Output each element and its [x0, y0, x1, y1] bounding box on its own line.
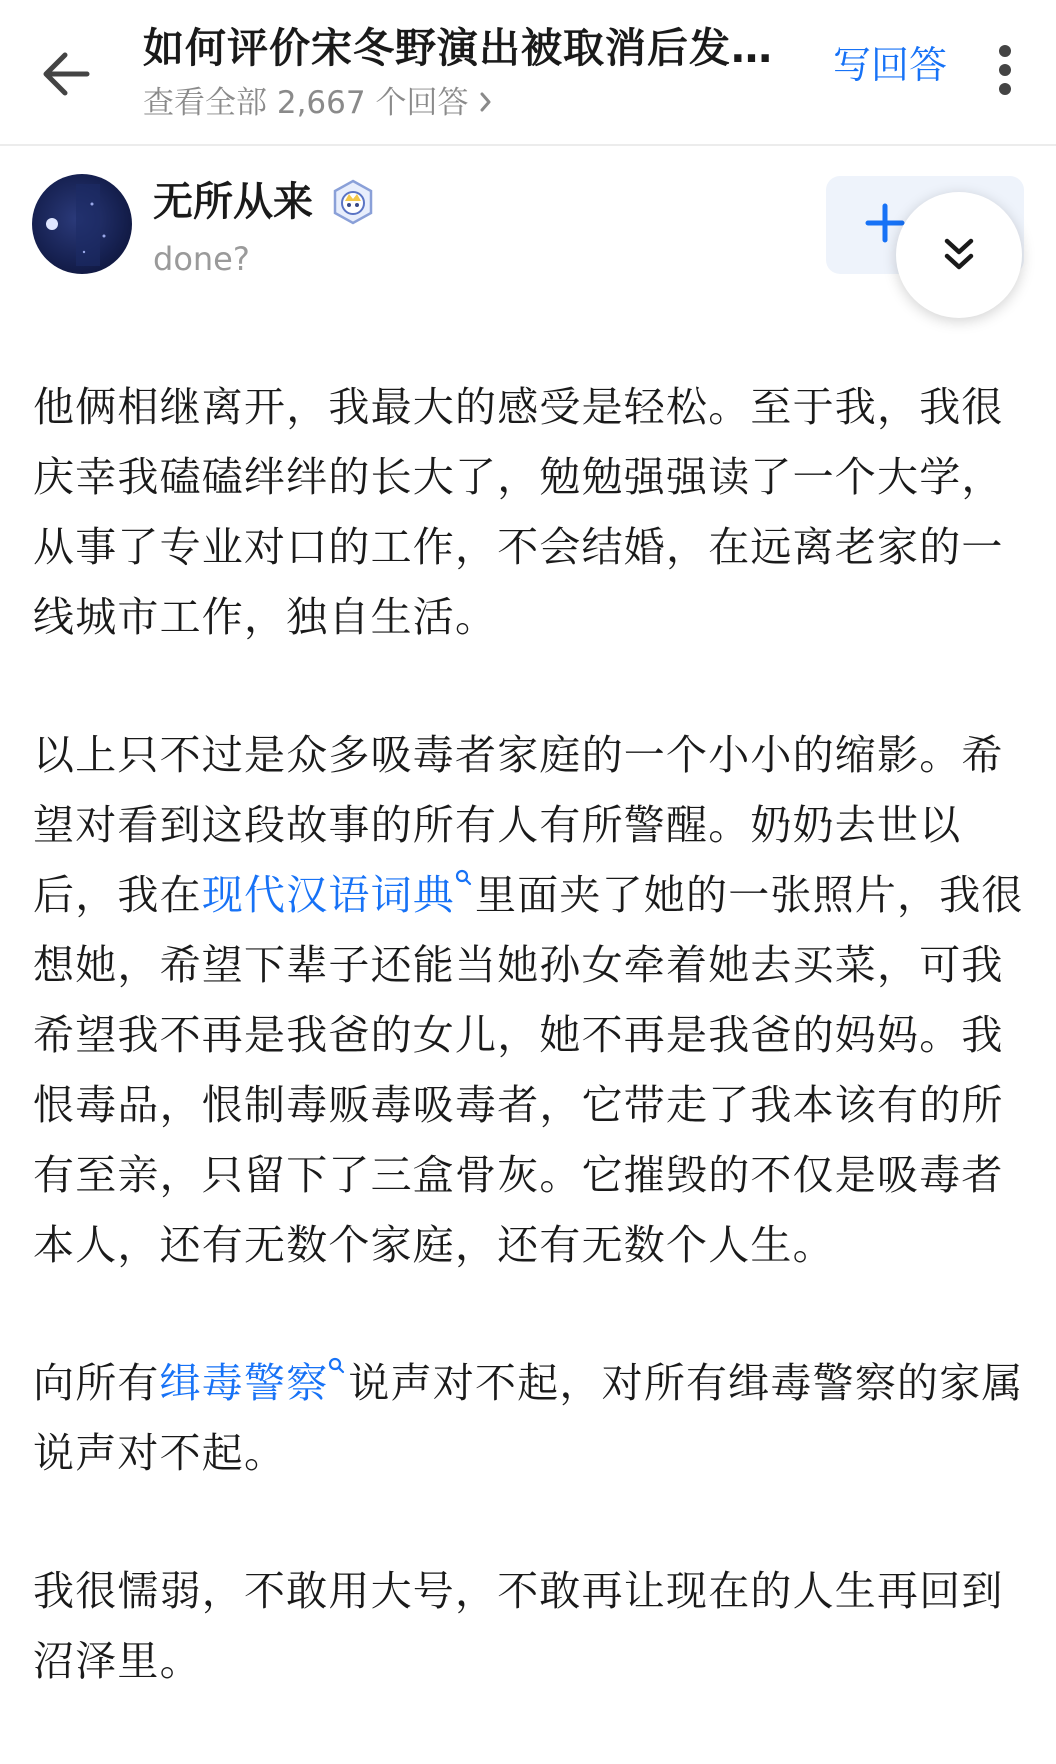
paragraph: 我很懦弱，不敢用大号，不敢再让现在的人生再回到沼泽里。 — [33, 1567, 1004, 1685]
keyword-link-police[interactable] — [160, 1359, 349, 1407]
search-icon — [455, 868, 473, 890]
avatar[interactable] — [32, 174, 132, 274]
author-name[interactable]: 无所从来 — [153, 179, 313, 225]
author-info — [0, 146, 1056, 306]
chevron-right-icon — [480, 84, 492, 122]
back-button[interactable] — [28, 36, 104, 112]
paragraph — [33, 720, 1025, 1280]
more-vertical-icon — [997, 44, 1013, 96]
paragraph-text: 说声对不起，对所有缉毒警察的家属说声对不起。 — [33, 1359, 1024, 1477]
question-title[interactable]: 如何评价宋冬野演出被取消后发… — [143, 24, 773, 72]
creator-badge-icon — [331, 179, 375, 225]
paragraph: 他俩相继离开，我最大的感受是轻松。至于我，我很庆幸我磕磕绊绊的长大了，勉勉强强读了一个大学，从事了专业对口的工作，不会结婚，在远离老家的一线城市工作，独自生活。 — [33, 383, 1004, 641]
collapse-button[interactable] — [896, 192, 1022, 318]
view-all-answers-link[interactable] — [143, 84, 808, 122]
keyword-link-dictionary[interactable] — [202, 871, 475, 919]
keyword-link-label: 缉毒警察 — [159, 1359, 329, 1407]
more-options-button[interactable] — [985, 40, 1025, 100]
paragraph — [33, 1348, 1025, 1488]
answer-content — [33, 372, 1025, 1764]
arrow-left-icon — [41, 51, 91, 97]
author-bio: done? — [153, 240, 250, 278]
top-navigation-bar — [0, 0, 1056, 146]
write-answer-button[interactable]: 写回答 — [833, 43, 948, 87]
paragraph-text: 里面夹了她的一张照片，我很想她，希望下辈子还能当她孙女牵着她去买菜，可我希望我不再是我爸的女儿，她不再是我爸的妈妈。我恨毒品，恨制毒贩毒吸毒者，它带走了我本该有的所有至亲，只留下了三盒骨灰。它摧毁的不仅是吸毒者本人，还有无数个家庭，还有无数个人生。 — [33, 871, 1024, 1269]
view-all-answers-label: 查看全部 2,667 个回答 — [143, 85, 469, 121]
double-chevron-down-icon — [942, 236, 976, 274]
paragraph-text: 向所有 — [33, 1359, 160, 1407]
search-icon — [328, 1356, 346, 1378]
paragraph-text: 以上只不过是众多吸毒者家庭的一个小小的缩影。希望对看到这段故事的所有人有所警醒。奶奶去世以后，我在 — [33, 731, 1004, 919]
keyword-link-label: 现代汉语词典 — [201, 871, 456, 919]
